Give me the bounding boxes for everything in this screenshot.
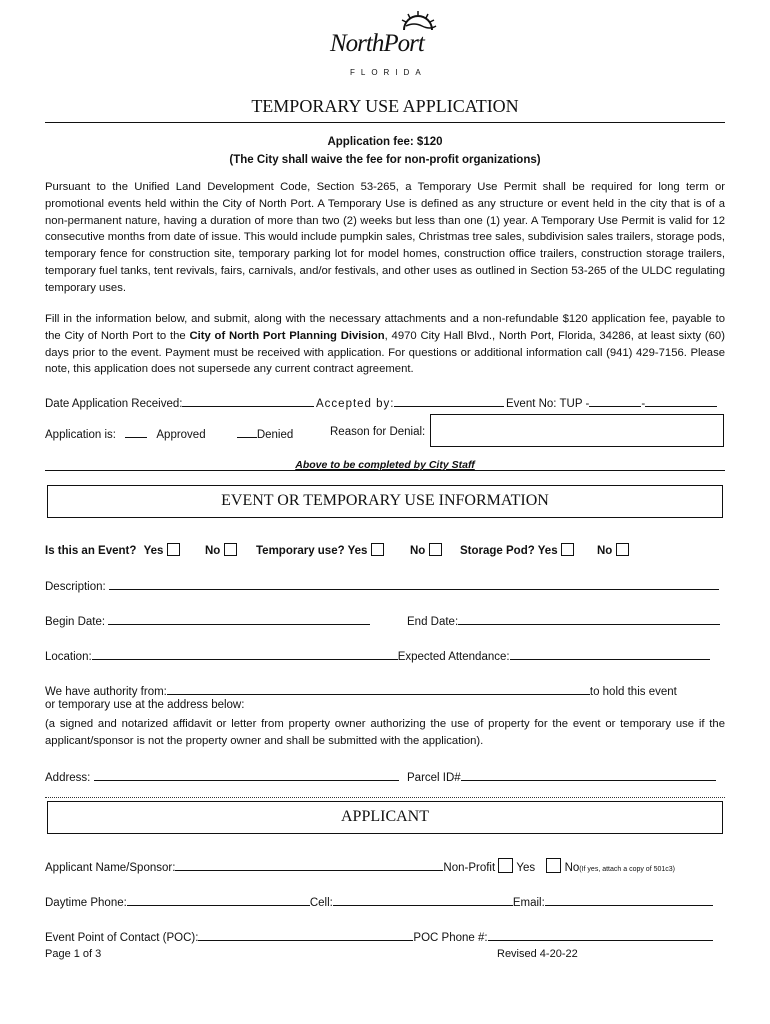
approved-label: Approved [156, 429, 206, 441]
event-no-field-2[interactable] [645, 395, 717, 407]
nonprofit-no-checkbox[interactable] [546, 858, 561, 873]
page-number: Page 1 of 3 [45, 948, 102, 960]
end-date-field[interactable] [458, 613, 720, 625]
denied-mark-field[interactable] [237, 426, 257, 438]
accepted-by-label: Accepted by: [316, 398, 395, 410]
staff-row-1 [45, 395, 314, 410]
approved-mark-field[interactable] [125, 426, 147, 438]
storage-pod-no-checkbox[interactable] [616, 543, 629, 556]
authority-field[interactable] [167, 683, 590, 695]
parcel-label: Parcel ID# [407, 772, 461, 784]
is-event-no-group [205, 543, 237, 557]
authority-tail: to hold this event [589, 686, 677, 698]
reason-denial-field[interactable] [430, 414, 724, 447]
title-divider [45, 122, 725, 123]
begin-date-field[interactable] [108, 613, 370, 625]
end-date-label: End Date: [407, 616, 459, 628]
date-received-field[interactable] [182, 395, 314, 407]
section-divider [45, 797, 725, 798]
phone-row [45, 894, 713, 909]
application-fee: Application fee: $120 [327, 136, 443, 148]
location-label: Location: [45, 651, 92, 663]
temp-use-no-checkbox[interactable] [429, 543, 442, 556]
fee-waiver-note: (The City shall waive the fee for non-profit organizations) [229, 154, 541, 166]
attendance-field[interactable] [510, 648, 710, 660]
cell-field[interactable] [333, 894, 513, 906]
email-field[interactable] [545, 894, 713, 906]
description-row [45, 578, 719, 593]
nonprofit-label: Non-Profit [443, 862, 496, 874]
event-no-label: Event No: TUP - [506, 398, 590, 410]
authority-note: (a signed and notarized affidavit or letter from property owner authorizing the use of property for the event or temporary use if the applicant/sponsor is not the property owner and shall be submitted with the application). [45, 718, 725, 747]
email-label: Email: [512, 897, 545, 909]
logo-word: NorthPort [330, 30, 424, 57]
location-field[interactable] [92, 648, 398, 660]
event-section-header: EVENT OR TEMPORARY USE INFORMATION [47, 485, 723, 518]
is-event-yes-label: Yes [143, 545, 164, 557]
end-date-row [407, 613, 720, 628]
attendance-label: Expected Attendance: [397, 651, 510, 663]
is-event-label: Is this an Event? [45, 545, 137, 557]
description-field[interactable] [109, 578, 719, 590]
date-received-label: Date Application Received: [45, 398, 183, 410]
begin-date-row [45, 613, 370, 628]
revision-date: Revised 4-20-22 [497, 948, 578, 960]
sun-icon [398, 10, 438, 32]
temp-use-group [256, 543, 384, 557]
intro-paragraph: Pursuant to the Unified Land Development Code, Section 53-265, a Temporary Use Permit shall be required for long term or promotional events held within the City of North Port. A Temporary Use is defined as any structure or event held in the city that is of a non-permanent nature, having a duration of more than two (2) weeks but less than one (1) year. A Temporary Use Permit is valid for 12 consecutive months from date of issue. This would include pumpkin sales, Christmas tree sales, subdivision sales trailers, storage pods, temporary fence for construction site, temporary parking lot for model homes, construction office trailers, construction storage trailers, temporary fuel tanks, tent revivals, fairs, carnivals, and/or festivals, and other uses as outlined in Section 53-265 of the ULDC regulating temporary uses. [45, 181, 725, 294]
authority-line-2: or temporary use at the address below: [45, 699, 245, 711]
poc-row [45, 929, 713, 944]
reason-denial-label: Reason for Denial: [330, 426, 426, 438]
temp-use-yes-checkbox[interactable] [371, 543, 384, 556]
logo-subtitle: FLORIDA [350, 68, 427, 77]
address-label: Address: [45, 772, 91, 784]
poc-phone-field[interactable] [488, 929, 713, 941]
nonprofit-yes-checkbox[interactable] [498, 858, 513, 873]
address-field[interactable] [94, 769, 399, 781]
applicant-name-label: Applicant Name/Sponsor: [45, 862, 176, 874]
day-phone-field[interactable] [127, 894, 310, 906]
accepted-by-field[interactable] [394, 395, 504, 407]
nonprofit-no-label: No [564, 862, 580, 874]
authority-row [45, 683, 677, 698]
description-label: Description: [45, 581, 106, 593]
temp-use-no-label: No [410, 545, 426, 557]
staff-only-note: Above to be completed by City Staff [295, 459, 475, 471]
is-event-no-label: No [205, 545, 221, 557]
temp-use-no-group [410, 543, 442, 557]
denied-label: Denied [256, 429, 294, 441]
applicant-section-header: APPLICANT [47, 801, 723, 834]
address-row [45, 769, 399, 784]
application-is-label: Application is: [45, 429, 116, 441]
storage-pod-yes-checkbox[interactable] [561, 543, 574, 556]
event-no-group [506, 395, 717, 410]
event-question-row [45, 543, 180, 557]
poc-label: Event Point of Contact (POC): [45, 932, 199, 944]
storage-pod-yes-label: Yes [537, 545, 558, 557]
nonprofit-yes-label: Yes [516, 862, 536, 874]
storage-pod-label: Storage Pod? [460, 545, 535, 557]
event-no-field-1[interactable] [589, 395, 641, 407]
city-logo [330, 10, 442, 76]
accepted-by-group [316, 395, 504, 410]
nonprofit-note: (If yes, attach a copy of 501c3) [579, 866, 675, 873]
instructions-paragraph [45, 311, 725, 378]
authority-label: We have authority from: [45, 686, 167, 698]
is-event-yes-checkbox[interactable] [167, 543, 180, 556]
parcel-field[interactable] [461, 769, 716, 781]
application-status-row [45, 426, 293, 441]
parcel-row [407, 769, 716, 784]
temp-use-label: Temporary use? [256, 545, 345, 557]
page-title: TEMPORARY USE APPLICATION [251, 96, 519, 116]
event-no-dash: - [641, 398, 646, 410]
planning-division-name: City of North Port Planning Division [189, 329, 385, 342]
applicant-name-row [45, 858, 675, 874]
is-event-no-checkbox[interactable] [224, 543, 237, 556]
poc-phone-label: POC Phone #: [413, 932, 488, 944]
temp-use-yes-label: Yes [347, 545, 368, 557]
cell-label: Cell: [309, 897, 333, 909]
applicant-name-field[interactable] [175, 859, 443, 871]
storage-pod-no-label: No [597, 545, 613, 557]
location-row [45, 648, 710, 663]
instructions-text-1: Fill in the information below, and submit, along with the necessary attachments and a non-refundable $120 application fee, payable to the City of North Port to the [45, 313, 725, 342]
storage-pod-group [460, 543, 574, 557]
poc-field[interactable] [198, 929, 413, 941]
begin-date-label: Begin Date: [45, 616, 106, 628]
instructions-text-2: , 4970 City Hall Blvd., North Port, Florida, 34286, at least sixty (60) days prior to the event. Payment must be received with application. For questions or additional information call (941) 429-7156. Please note, this application does not supersede any current contract agreement. [45, 329, 725, 376]
storage-pod-no-group [597, 543, 629, 557]
day-phone-label: Daytime Phone: [45, 897, 127, 909]
